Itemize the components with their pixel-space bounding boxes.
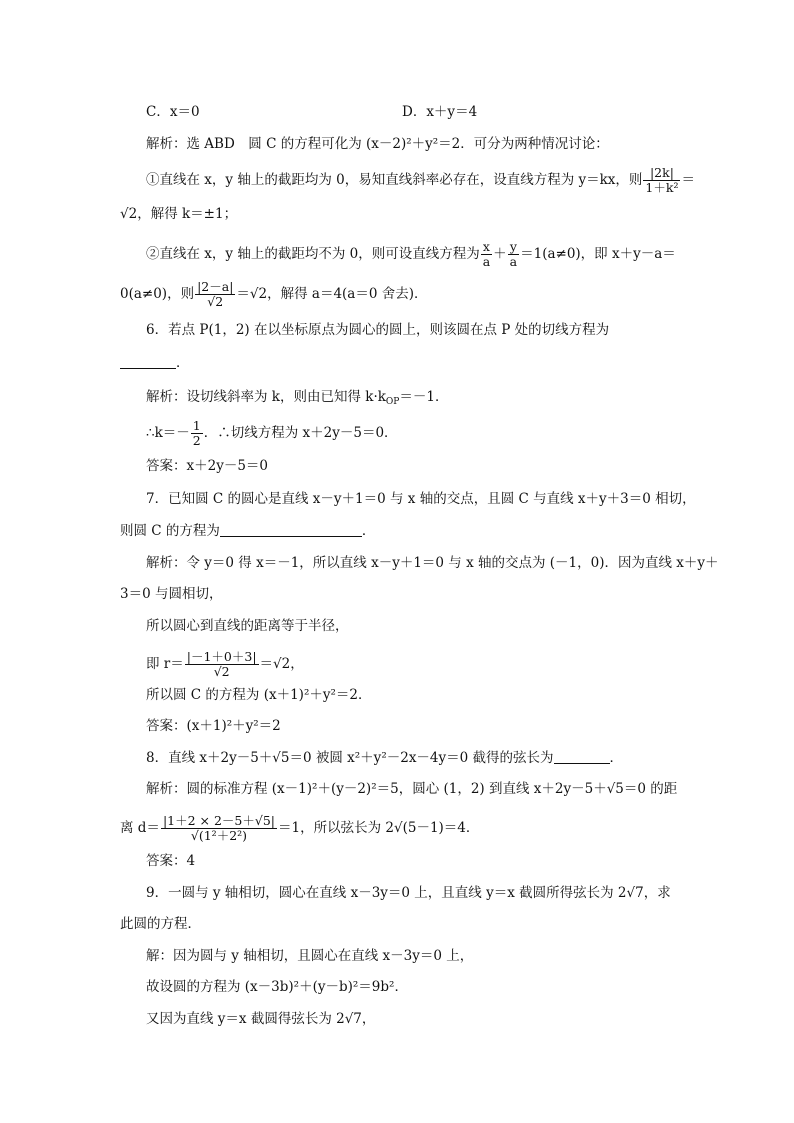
fraction [161,814,277,843]
fraction-denominator: a [482,254,491,269]
fraction-numerator: 1 [192,418,201,433]
solution-q8-line1: 解析：圆的标准方程 (x－1)²＋(y－2)²＝5，圆心 (1，2) 到直线 x＋2y－5＋√5＝0 的距 [146,781,678,797]
text-segment: ＝ [681,172,695,188]
fraction-denominator: √2 [195,294,235,309]
answer-blank [120,354,176,369]
question-9: 9．一圆与 y 轴相切，圆心在直线 x－3y＝0 上，且直线 y＝x 截圆所得弦长为 2√7，求 [146,885,671,901]
fraction [643,166,680,195]
fraction-denominator: √(1²＋2²) [161,828,277,843]
fraction-denominator: 2 [192,433,201,448]
text-segment: 解析：设切线斜率为 k，则由已知得 k·k [146,389,386,405]
text-segment: ．∴切线方程为 x＋2y－5＝0． [203,425,398,441]
text-segment: 0(a≠0)，则 [120,286,195,302]
fraction-denominator: 1＋k² [645,180,679,195]
solution-q5-case2-cont [120,280,674,309]
option-d: D．x＋y＝4 [402,104,478,120]
text-segment: 离 d＝ [120,820,160,836]
solution-q8-line2 [120,814,674,843]
fraction-numerator: |2－a| [197,279,234,294]
answer-blank [220,522,362,537]
fraction [481,240,492,269]
solution-q6-line1 [146,386,674,413]
answer-q6: 答案：x＋2y－5＝0 [146,458,269,474]
answer-q7: 答案：(x＋1)²＋y²＝2 [146,718,281,734]
text-segment: 8．直线 x＋2y－5＋√5＝0 被圆 x²＋y²－2x－4y＝0 截得的弦长为 [146,750,554,766]
solution-q7-line3: 所以圆心到直线的距离等于半径， [146,618,349,634]
question-7: 7．已知圆 C 的圆心是直线 x－y＋1＝0 与 x 轴的交点，且圆 C 与直线 x＋y＋3＝0 相切， [146,491,696,507]
text-segment: ＝√2， [259,656,304,672]
solution-q6-line2 [146,419,674,448]
fraction-denominator: a [509,254,518,269]
question-6-cont [120,352,674,374]
question-6: 6．若点 P(1，2) 在以坐标原点为圆心的圆上，则该圆在点 P 处的切线方程为 [146,322,610,338]
text-segment: ＝－1． [399,389,449,405]
text-segment: ∴k＝－ [146,425,190,441]
text-segment: 则圆 C 的方程为 [120,523,220,539]
text-segment: ． [176,355,190,371]
solution-q9-line2: 故设圆的方程为 (x－3b)²＋(y－b)²＝9b²． [146,979,408,995]
fraction-numerator: |2k| [649,165,674,180]
fraction-numerator: x [482,239,490,254]
fraction [191,419,203,448]
question-8 [146,747,674,769]
fraction [508,240,519,269]
solution-q7-line1: 解析：令 y＝0 得 x＝－1，所以直线 x－y＋1＝0 与 x 轴的交点为 (－1，0)．因为直线 x＋y＋ [146,555,719,571]
solution-q5-case1 [146,165,695,195]
fraction-denominator: √2 [185,664,259,679]
text-segment: ＝1(a≠0)，即 x＋y－a＝ [520,246,676,262]
solution-q7-line4 [146,650,674,679]
fraction-numerator: |1＋2 × 2－5＋√5| [162,813,276,828]
fraction-numerator: y [509,239,517,254]
text-segment: ． [609,750,624,766]
solution-q9-line1: 解：因为圆与 y 轴相切，且圆心在直线 x－3y＝0 上， [146,948,474,964]
text-segment: ＋ [493,246,507,262]
fraction-numerator: |－1＋0＋3| [186,649,257,664]
text-segment: ＝√2，解得 a＝4(a＝0 舍去)． [236,286,428,302]
solution-q5-case2 [146,240,674,269]
answer-q8: 答案：4 [146,853,196,869]
text-segment: ①直线在 x，y 轴上的截距均为 0，易知直线斜率必存在，设直线方程为 y＝kx，则 [146,172,643,188]
solution-q5-case1-cont: √2，解得 k＝±1； [120,206,238,222]
solution-q9-line3: 又因为直线 y＝x 截圆得弦长为 2√7， [146,1011,376,1027]
question-7-cont [120,520,674,542]
subscript: OP [385,397,400,407]
fraction [195,280,235,309]
answer-blank [554,749,610,764]
fraction [185,650,259,679]
solution-q5-intro: 解析：选 ABD 圆 C 的方程可化为 (x－2)²＋y²＝2．可分为两种情况讨论： [146,136,609,152]
question-9-cont: 此圆的方程． [120,916,201,932]
text-segment: ②直线在 x，y 轴上的截距均不为 0，则可设直线方程为 [146,246,480,262]
text-segment: ． [361,523,376,539]
text-segment: 即 r＝ [146,656,184,672]
text-segment: ＝1，所以弦长为 2√(5－1)＝4． [278,820,480,836]
solution-q7-line5: 所以圆 C 的方程为 (x＋1)²＋y²＝2． [146,687,372,703]
solution-q7-line2: 3＝0 与圆相切， [120,586,223,602]
option-c: C．x＝0 [146,104,200,120]
